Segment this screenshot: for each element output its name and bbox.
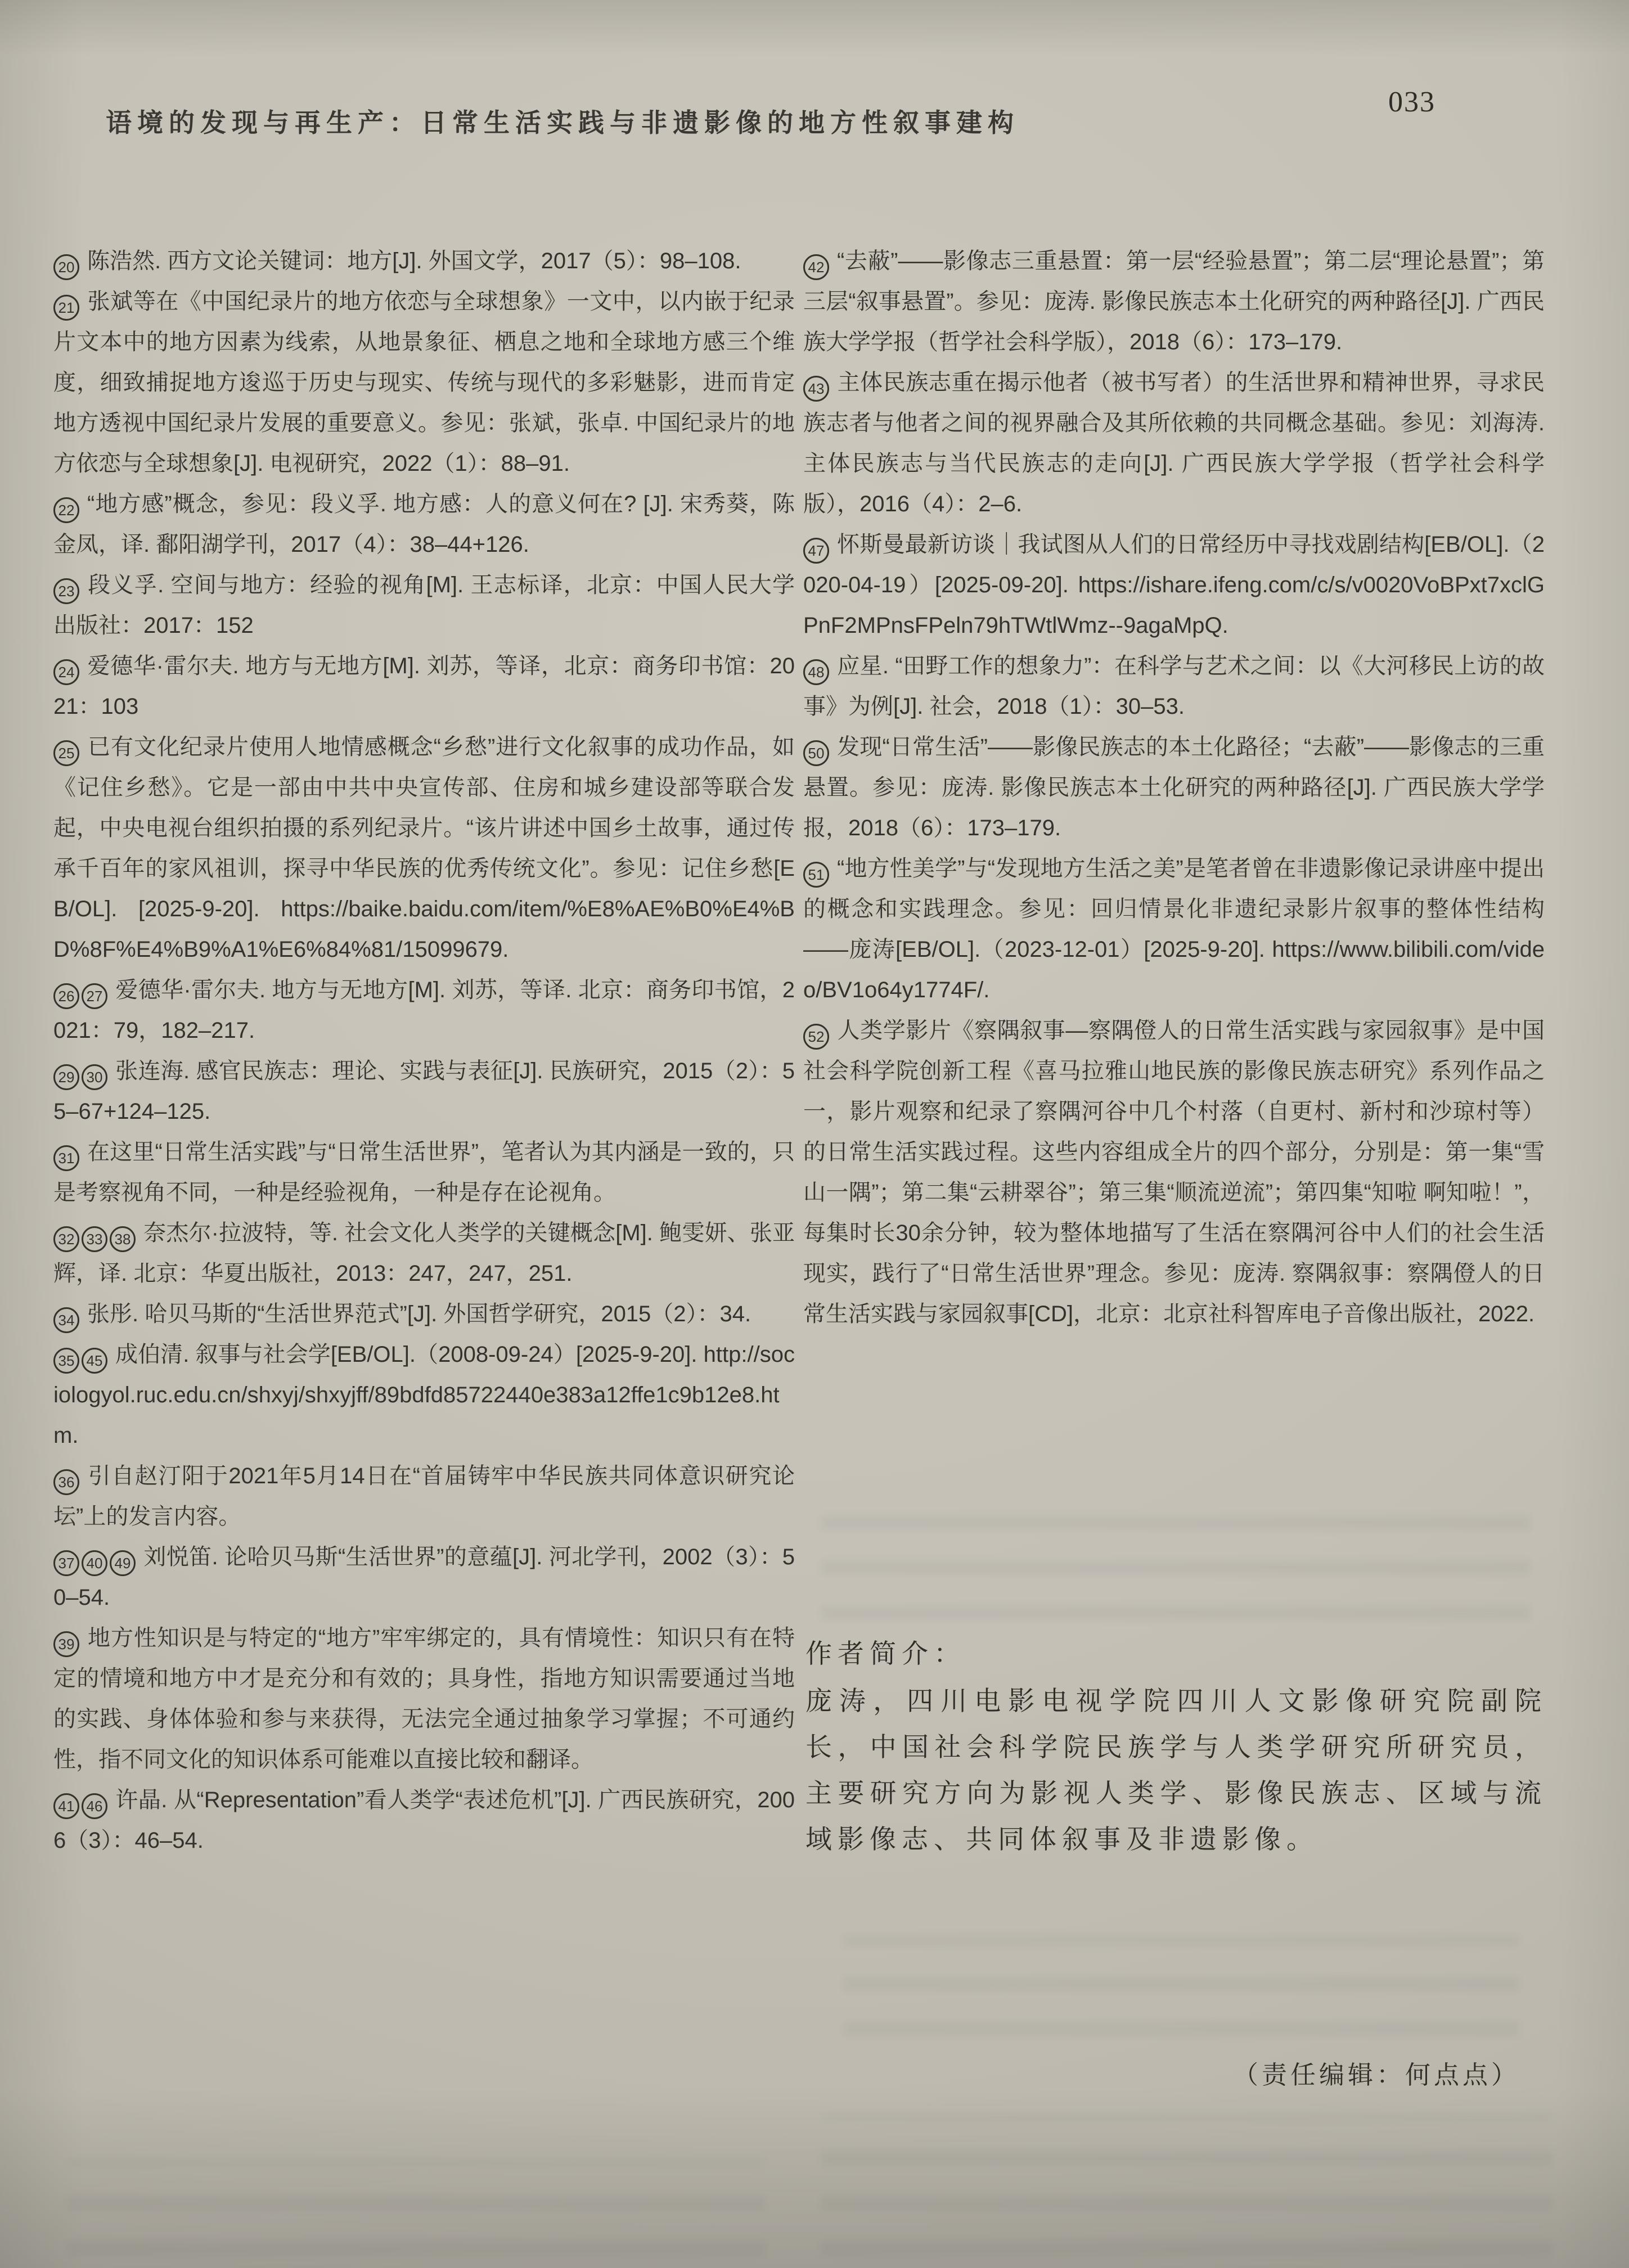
note-text: 爱德华·雷尔夫. 地方与无地方[M]. 刘苏，等译. 北京：商务印书馆，2021：79，182–217. [53,978,795,1043]
note-number-52: 52 [803,1024,829,1050]
endnote-47 [803,524,1545,646]
note-text: “地方性美学”与“发现地方生活之美”是笔者曾在非遗影像记录讲座中提出的概念和实践理念。参见：回归情景化非遗纪录影片叙事的整体性结构——庞涛[EB/OL].（2023-12-01）[2025-9-20]. https://www.bilibili.com/video/BV1o64y1774F/. [803,856,1545,1002]
responsible-editor-note: （责任编辑：何点点） [1232,2061,1520,2089]
note-text: 张连海. 感官民族志：理论、实践与表征[J]. 民族研究，2015（2）：55–67+124–125. [53,1059,795,1124]
note-number-34: 34 [53,1307,79,1333]
note-numbers [803,249,831,276]
page-bleedthrough-ghost [844,1935,1519,2036]
note-number-20: 20 [53,254,79,280]
note-text: 地方性知识是与特定的“地方”牢牢绑定的，具有情境性：知识只有在特定的情境和地方中才是充分和有效的；具身性，指地方知识需要通过当地的实践、身体体验和参与来获得，无法完全通过抽象学习掌握；不可通约性，指不同文化的知识体系可能难以直接比较和翻译。 [53,1626,795,1772]
endnote-51 [803,848,1545,1010]
note-number-26: 26 [53,983,79,1009]
note-numbers [803,654,831,681]
endnote-50 [803,727,1545,848]
endnote-24 [53,646,795,727]
note-text: 发现“日常生活”——影像民族志的本土化路径；“去蔽”——影像志的三重悬置。参见：庞涛. 影像民族志本土化研究的两种路径[J]. 广西民族大学学报，2018（6）：173–179. [803,735,1545,840]
endnote-32-33-38 [53,1213,795,1294]
note-number-36: 36 [53,1469,79,1495]
note-number-39: 39 [53,1631,79,1657]
endnote-48 [803,646,1545,727]
note-number-48: 48 [803,659,829,685]
endnote-26-27 [53,970,795,1051]
note-text: 许晶. 从“Representation”看人类学“表述危机”[J]. 广西民族研究，2006（3）：46–54. [53,1788,795,1853]
note-number-30: 30 [82,1064,107,1090]
note-numbers [803,370,831,395]
note-text: 应星. “田野工作的想象力”：在科学与艺术之间：以《大河移民上访的故事》为例[J]. 社会，2018（1）：30–53. [803,654,1545,719]
note-text: 在这里“日常生活实践”与“日常生活世界”，笔者认为其内涵是一致的，只是考察视角不同，一种是经验视角，一种是存在论视角。 [53,1140,795,1205]
note-number-29: 29 [53,1064,79,1090]
note-numbers [53,249,82,276]
endnote-52 [803,1010,1545,1334]
note-numbers [53,1545,138,1572]
note-numbers [53,1464,82,1491]
note-text: 陈浩然. 西方文论关键词：地方[J]. 外国文学，2017（5）：98–108. [87,249,741,273]
note-numbers [53,1059,110,1086]
note-number-21: 21 [53,295,79,321]
note-numbers [803,735,831,762]
note-number-50: 50 [803,740,829,766]
endnote-22 [53,484,795,565]
note-numbers [53,1626,82,1653]
note-text: 怀斯曼最新访谈｜我试图从人们的日常经历中寻找戏剧结构[EB/OL].（2020-04-19）[2025-09-20]. https://ishare.ifeng.com/c/s/v0020VoBPxt7xclGPnF2MPnsFPeln79hTWtlWmz--9agaMpQ. [803,532,1545,638]
endnote-36 [53,1456,795,1537]
endnotes-column-left [53,241,795,1861]
note-numbers [803,856,831,881]
note-number-45: 45 [82,1348,107,1374]
note-number-33: 33 [82,1226,107,1252]
note-text: 成伯清. 叙事与社会学[EB/OL].（2008-09-24）[2025-9-20]. http://sociologyol.ruc.edu.cn/shxyj/shxyjff/89bdfd85722440e383a12ffe1c9b12e8.htm. [53,1342,795,1448]
note-text: 张彤. 哈贝马斯的“生活世界范式”[J]. 外国哲学研究，2015（2）：34. [87,1302,752,1326]
note-numbers [803,1018,831,1043]
page-bleedthrough-ghost [821,2115,1552,2256]
note-numbers [53,1140,82,1167]
note-text: 段义孚. 空间与地方：经验的视角[M]. 王志标译，北京：中国人民大学出版社：2017：152 [53,573,795,638]
note-number-32: 32 [53,1226,79,1252]
page-bleedthrough-ghost [68,2160,765,2256]
endnote-21 [53,281,795,484]
note-number-49: 49 [110,1550,136,1576]
note-number-35: 35 [53,1348,79,1374]
endnote-37-40-49 [53,1537,795,1618]
note-numbers [53,1221,138,1248]
note-numbers [53,1342,110,1367]
endnote-23 [53,565,795,646]
note-text: “地方感”概念，参见：段义孚. 地方感：人的意义何在? [J]. 宋秀葵，陈金凤，译. 鄱阳湖学刊，2017（4）：38–44+126. [53,492,795,557]
note-number-24: 24 [53,659,79,685]
author-bio-text: 庞涛，四川电影电视学院四川人文影像研究院副院长，中国社会科学院民族学与人类学研究所研究员，主要研究方向为影视人类学、影像民族志、区域与流域影像志、共同体叙事及非遗影像。 [806,1687,1547,1855]
note-number-38: 38 [110,1226,136,1252]
note-number-51: 51 [803,862,829,888]
note-number-47: 47 [803,538,829,564]
note-text: 已有文化纪录片使用人地情感概念“乡愁”进行文化叙事的成功作品，如《记住乡愁》。它是一部由中共中央宣传部、住房和城乡建设部等联合发起，中央电视台组织拍摄的系列纪录片。“该片讲述中国乡土故事，通过传承千百年的家风祖训，探寻中华民族的优秀传统文化”。参见：记住乡愁[EB/OL]. [2025-9-20]. https://baike.baidu.com/item/%E8%AE%B0%E4%BD%8F%E4%B9%A1%E6%84%81/15099679. [53,735,795,962]
note-numbers [53,978,110,1005]
note-text: 奈杰尔·拉波特，等. 社会文化人类学的关键概念[M]. 鲍雯妍、张亚辉，译. 北京：华夏出版社，2013：247，247，251. [53,1221,795,1286]
note-text: 爱德华·雷尔夫. 地方与无地方[M]. 刘苏，等译，北京：商务印书馆：2021：103 [53,654,795,719]
note-number-42: 42 [803,254,829,280]
note-number-43: 43 [803,376,829,402]
note-number-23: 23 [53,578,79,604]
note-numbers [53,492,82,519]
author-bio [806,1631,1547,1863]
note-text: “去蔽”——影像志三重悬置：第一层“经验悬置”；第二层“理论悬置”；第三层“叙事悬置”。参见：庞涛. 影像民族志本土化研究的两种路径[J]. 广西民族大学学报（哲学社会科学版），2018（6）：173–179. [803,249,1545,354]
article-title: 语境的发现与再生产：日常生活实践与非遗影像的地方性叙事建构 [106,108,1019,137]
endnote-42 [803,241,1545,362]
endnote-35-45 [53,1334,795,1456]
author-bio-heading: 作者简介： [806,1640,966,1669]
endnote-20 [53,241,795,281]
note-number-22: 22 [53,497,79,523]
endnote-31 [53,1132,795,1213]
note-number-40: 40 [82,1550,107,1576]
note-number-25: 25 [53,740,79,766]
note-text: 引自赵汀阳于2021年5月14日在“首届铸牢中华民族共同体意识研究论坛”上的发言内容。 [53,1464,795,1529]
endnote-29-30 [53,1051,795,1132]
note-number-27: 27 [82,983,107,1009]
note-text: 主体民族志重在揭示他者（被书写者）的生活世界和精神世界，寻求民族志者与他者之间的视界融合及其所依赖的共同概念基础。参见：刘海涛. 主体民族志与当代民族志的走向[J]. 广西民族大学学报（哲学社会科学版），2016（4）：2–6. [803,370,1545,516]
endnote-25 [53,727,795,970]
note-numbers [53,1788,110,1815]
note-numbers [53,573,82,600]
note-number-41: 41 [53,1793,79,1819]
endnote-41-46 [53,1780,795,1861]
page-number: 033 [1388,86,1436,118]
note-numbers [53,654,82,681]
note-numbers [53,1302,82,1329]
note-number-37: 37 [53,1550,79,1576]
note-numbers [53,289,82,314]
note-text: 刘悦笛. 论哈贝马斯“生活世界”的意蕴[J]. 河北学刊，2002（3）：50–54. [53,1545,795,1610]
endnote-43 [803,362,1545,524]
note-text: 人类学影片《察隅叙事—察隅僜人的日常生活实践与家园叙事》是中国社会科学院创新工程《喜马拉雅山地民族的影像民族志研究》系列作品之一，影片观察和纪录了察隅河谷中几个村落（自更村、新村和沙琼村等）的日常生活实践过程。这些内容组成全片的四个部分，分别是：第一集“雪山一隅”；第二集“云耕翠谷”；第三集“顺流逆流”；第四集“知啦 啊知啦！”，每集时长30余分钟，较为整体地描写了生活在察隅河谷中人们的社会生活现实，践行了“日常生活世界”理念。参见：庞涛. 察隅叙事：察隅僜人的日常生活实践与家园叙事[CD]，北京：北京社科智库电子音像出版社，2022. [803,1018,1545,1326]
note-numbers [803,532,831,557]
endnotes-column-right [803,241,1545,1334]
endnote-34 [53,1294,795,1334]
note-numbers [53,735,82,762]
note-number-46: 46 [82,1793,107,1819]
endnote-39 [53,1618,795,1780]
note-number-31: 31 [53,1145,79,1171]
note-text: 张斌等在《中国纪录片的地方依恋与全球想象》一文中，以内嵌于纪录片文本中的地方因素为线索，从地景象征、栖息之地和全球地方感三个维度，细致捕捉地方逡巡于历史与现实、传统与现代的多彩魅影，进而肯定地方透视中国纪录片发展的重要意义。参见：张斌，张卓. 中国纪录片的地方依恋与全球想象[J]. 电视研究，2022（1）：88–91. [53,289,795,476]
page-bleedthrough-ghost [821,1485,1530,1620]
